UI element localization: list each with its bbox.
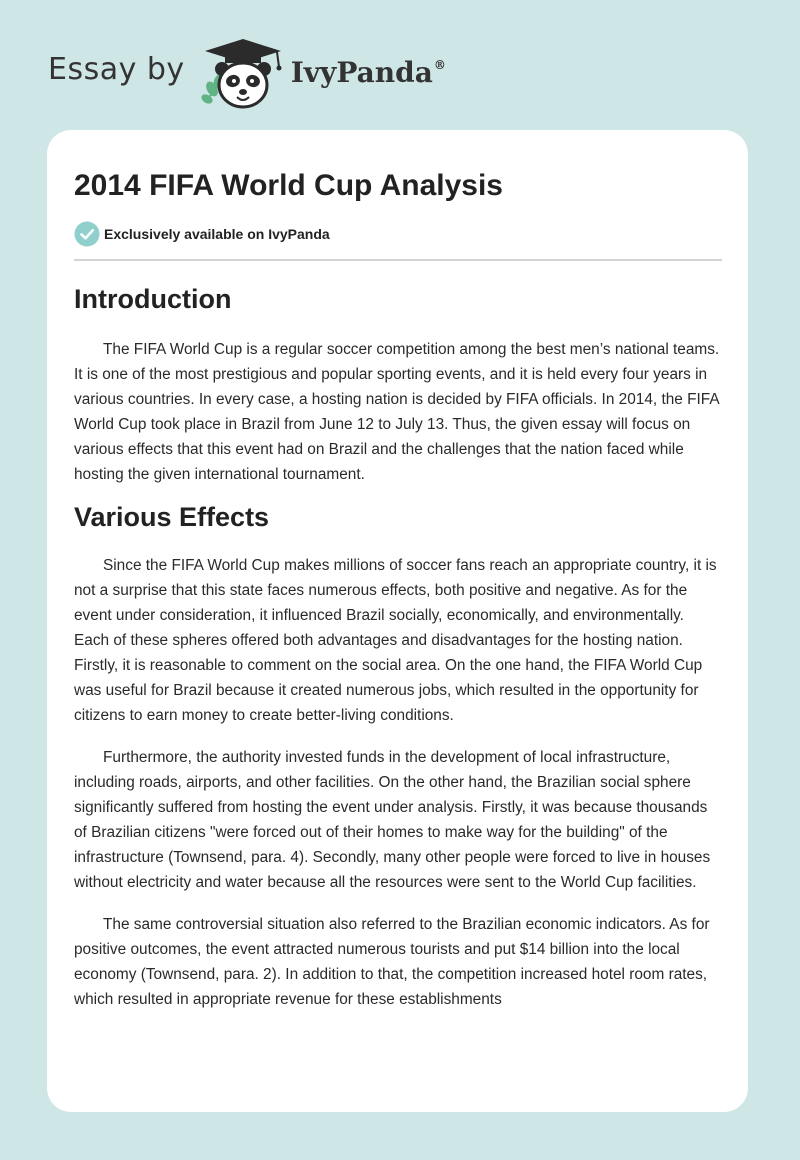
essay-card xyxy=(47,130,748,1112)
exclusive-badge-label: Exclusively available on IvyPanda xyxy=(104,226,330,242)
check-circle-icon xyxy=(74,221,100,247)
paragraph: The same controversial situation also referred to the Brazilian economic indicators. As for positive outcomes, the event attracted numerous tourists and put $14 billion into the local economy (Townsend, para. 2). In addition to that, the competition increased hotel room rates, which resulted in appropriate revenue for these establishments xyxy=(74,916,710,1008)
paragraph: Since the FIFA World Cup makes millions of soccer fans reach an appropriate country, it is not a surprise that this state faces numerous effects, both positive and negative. As for the event under consideration, it influenced Brazil socially, economically, and environmentally. Each of these spheres offered both advantages and disadvantages for the hosting nation. Firstly, it is reasonable to comment on the social area. On the one hand, the FIFA World Cup was useful for Brazil because it created numerous jobs, which resulted in the opportunity for citizens to earn money to create better-living conditions. xyxy=(74,557,717,724)
section-heading-introduction: Introduction xyxy=(74,284,232,314)
essay-by-label: Essay by xyxy=(48,51,185,87)
divider xyxy=(74,259,722,261)
site-header xyxy=(48,36,446,112)
section-heading-various-effects: Various Effects xyxy=(74,502,270,532)
paragraph: Furthermore, the authority invested funds in the development of local infrastructure, including roads, airports, and other facilities. On the other hand, the Brazilian social sphere significantly suffered from hosting the event under analysis. Firstly, it was because thousands of Brazilian citizens "were forced out of their homes to make way for the building" of the infrastructure (Townsend, para. 4). Secondly, many other people were forced to live in houses without electricity and water because all the resources were sent to the World Cup facilities. xyxy=(74,749,711,891)
paragraph: The FIFA World Cup is a regular soccer competition among the best men’s national teams. It is one of the most prestigious and popular sporting events, and it is held every four years in various countries. In every case, a hosting nation is decided by FIFA officials. In 2014, the FIFA World Cup took place in Brazil from June 12 to July 13. Thus, the given essay will focus on various effects that this event had on Brazil and the challenges that the nation faced while hosting the given international tournament. xyxy=(74,341,720,483)
panda-logo-icon[interactable] xyxy=(195,37,295,111)
exclusive-badge xyxy=(74,220,722,248)
brand-name[interactable]: IvyPanda® xyxy=(290,55,446,89)
page-title: 2014 FIFA World Cup Analysis xyxy=(74,169,503,202)
registered-mark: ® xyxy=(433,57,446,72)
